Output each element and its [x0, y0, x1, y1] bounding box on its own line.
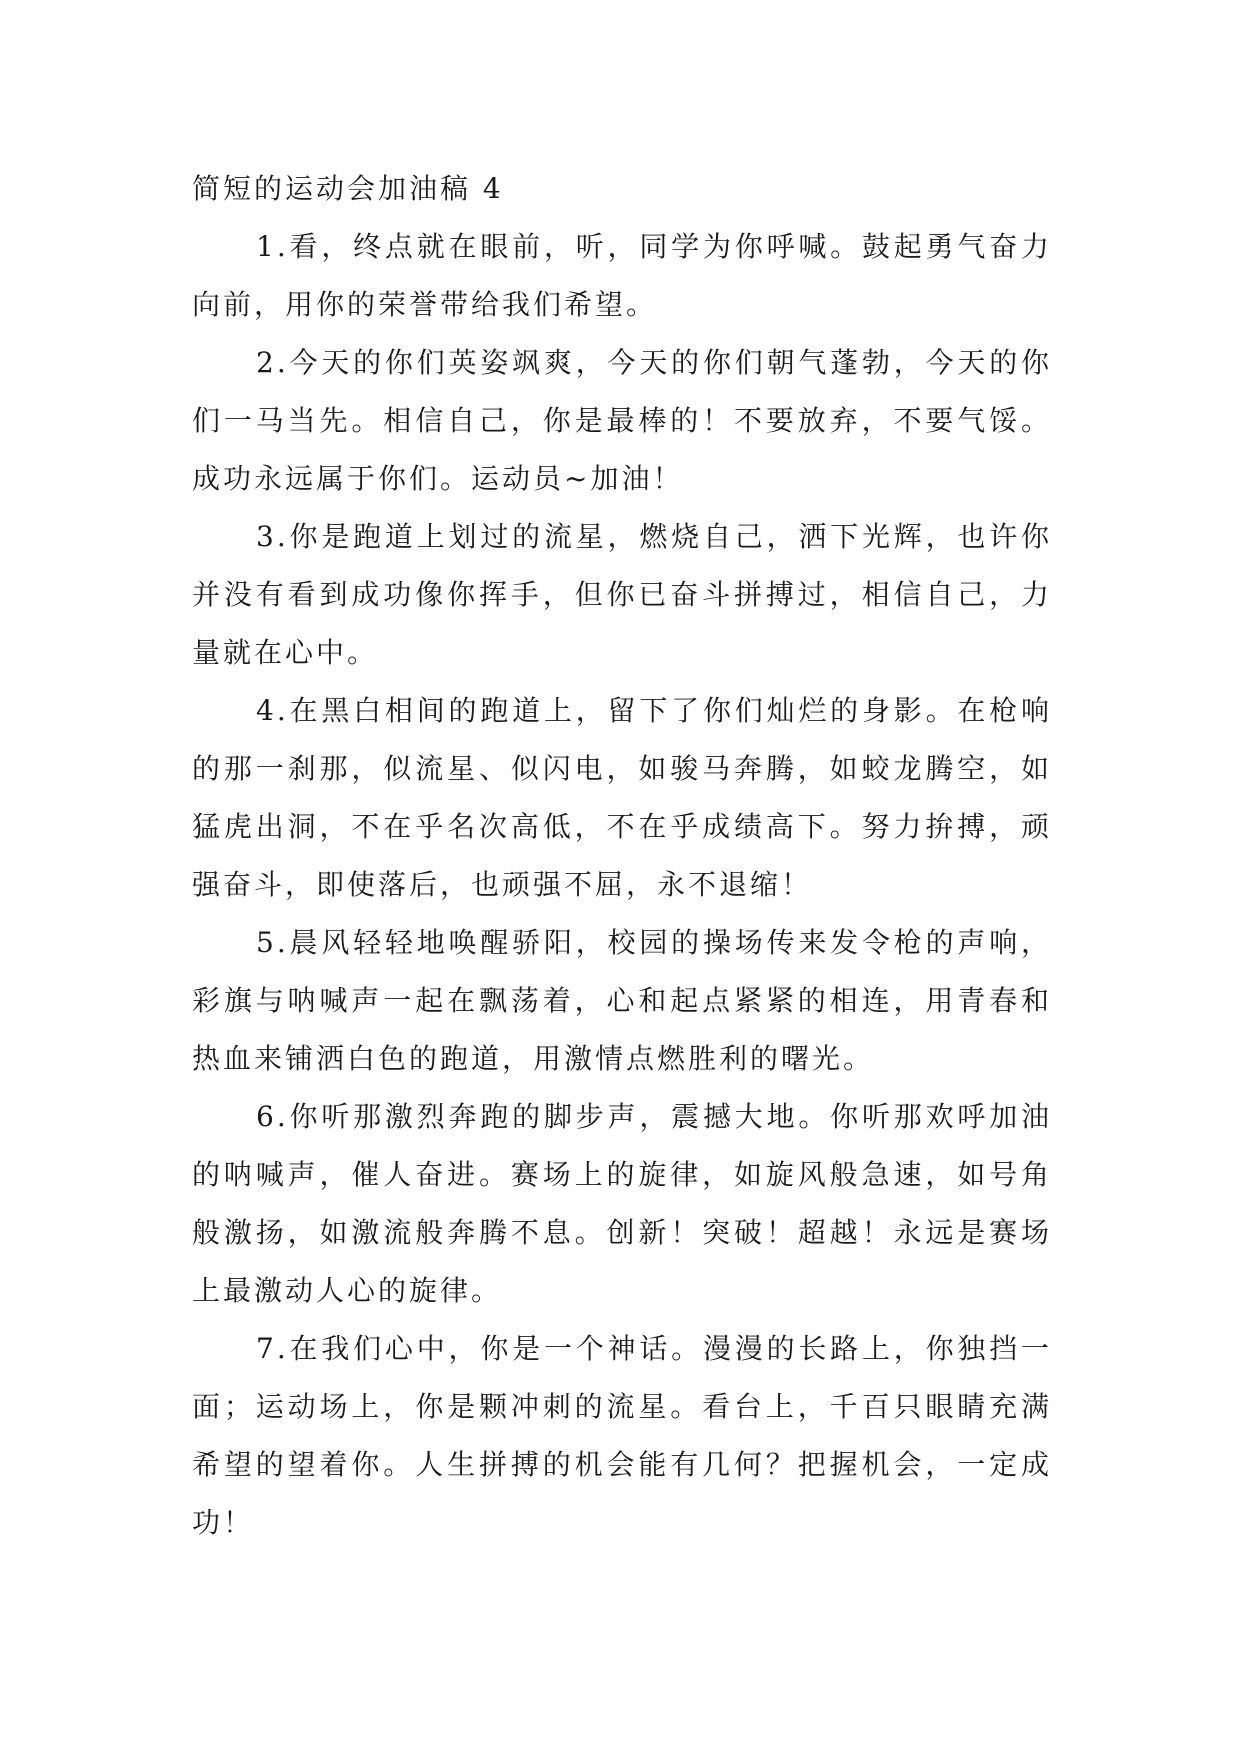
document-title: 简短的运动会加油稿 4	[192, 172, 504, 205]
paragraph-1: 1.看，终点就在眼前，听，同学为你呼喊。鼓起勇气奋力向前，用你的荣誉带给我们希望。	[192, 230, 1052, 321]
paragraph-2: 2.今天的你们英姿飒爽，今天的你们朝气蓬勃，今天的你们一马当先。相信自己，你是最棒的！不要放弃，不要气馁。成功永远属于你们。运动员~加油！	[192, 346, 1052, 495]
paragraph-7: 7.在我们心中，你是一个神话。漫漫的长路上，你独挡一面；运动场上，你是颗冲刺的流星。看台上，千百只眼睛充满希望的望着你。人生拼搏的机会能有几何？把握机会，一定成功！	[192, 1332, 1052, 1539]
paragraph-5: 5.晨风轻轻地唤醒骄阳，校园的操场传来发令枪的声响，彩旗与呐喊声一起在飘荡着，心和起点紧紧的相连，用青春和热血来铺洒白色的跑道，用激情点燃胜利的曙光。	[192, 926, 1052, 1075]
paragraph-6: 6.你听那激烈奔跑的脚步声，震撼大地。你听那欢呼加油的呐喊声，催人奋进。赛场上的旋律，如旋风般急速，如号角般激扬，如激流般奔腾不息。创新！突破！超越！永远是赛场上最激动人心的旋律。	[192, 1100, 1052, 1307]
document-body	[192, 160, 1052, 1552]
paragraph-3: 3.你是跑道上划过的流星，燃烧自己，洒下光辉，也许你并没有看到成功像你挥手，但你已奋斗拼搏过，相信自己，力量就在心中。	[192, 520, 1052, 669]
paragraph-4: 4.在黑白相间的跑道上，留下了你们灿烂的身影。在枪响的那一刹那，似流星、似闪电，如骏马奔腾，如蛟龙腾空，如猛虎出洞，不在乎名次高低，不在乎成绩高下。努力拚搏，顽强奋斗，即使落后，也顽强不屈，永不退缩！	[192, 694, 1052, 901]
